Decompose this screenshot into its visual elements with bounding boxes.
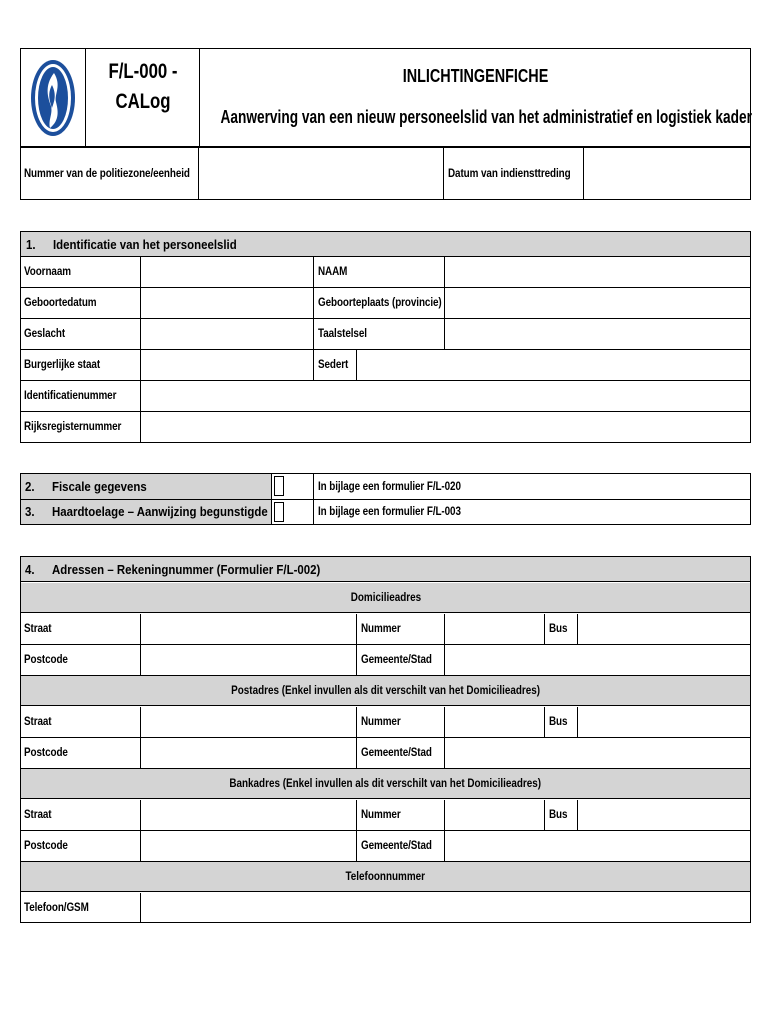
post-straat-label: Straat [24,716,52,728]
geboorteplaats-field[interactable] [445,288,750,318]
telefoon-label-cell [20,893,99,922]
taalstelsel-label-cell [314,319,375,349]
bank-nummer-input[interactable] [445,800,544,830]
section1-number: 1. [26,237,36,252]
naam-label: NAAM [318,266,348,278]
post-nummer-label-cell [357,707,407,737]
form-code-line1: F/L-000 - [108,60,178,83]
geslacht-field[interactable] [141,319,313,349]
rijksregisternummer-field[interactable] [141,412,750,442]
bank-gemeente-field[interactable] [445,831,750,861]
post-nummer-label: Nummer [361,716,401,728]
bank-gemeente-label: Gemeente/Stad [361,840,432,852]
sedert-label: Sedert [318,359,349,371]
date-label-text: Datum van indiensttreding [448,168,571,180]
identificatienummer-label-cell [20,381,131,411]
header-subtitle: Aanwerving van een nieuw personeelslid van het administratief en logistiek kader [220,107,752,127]
postadres-header-text: Postadres (Enkel invullen als dit verschilt van het Domicilieadres) [231,684,540,697]
post-bus-label-cell [545,707,570,737]
post-postcode-input[interactable] [141,738,356,768]
dom-bus-input[interactable] [578,614,750,644]
burgerlijke-staat-input[interactable] [141,350,313,380]
post-straat-field[interactable] [141,707,356,737]
post-bus-input[interactable] [578,707,750,737]
geboorteplaats-input[interactable] [445,288,750,318]
sedert-input[interactable] [357,350,750,380]
telefoon-input[interactable] [141,893,750,922]
dom-straat-field[interactable] [141,614,356,644]
zone-label [20,148,199,200]
dom-nummer-label: Nummer [361,623,401,635]
bankadres-header [21,768,750,799]
sedert-field[interactable] [357,350,750,380]
bank-bus-field[interactable] [578,800,750,830]
burgerlijke-staat-field[interactable] [141,350,313,380]
dom-bus-label: Bus [549,623,568,635]
dom-gemeente-label-cell [357,645,443,675]
dom-nummer-field[interactable] [445,614,544,644]
taalstelsel-field[interactable] [445,319,750,349]
geslacht-input[interactable] [141,319,313,349]
dom-straat-label-cell [20,614,56,644]
dom-bus-field[interactable] [578,614,750,644]
post-postcode-field[interactable] [141,738,356,768]
section2-title: Fiscale gegevens [52,479,147,494]
post-bus-label: Bus [549,716,568,728]
zone-label-text: Nummer van de politiezone/eenheid [24,168,190,180]
bank-postcode-label-cell [20,831,75,861]
geslacht-label: Geslacht [24,328,66,340]
dom-bus-label-cell [545,614,570,644]
header-title: INLICHTINGENFICHE [402,66,549,86]
voornaam-input[interactable] [141,257,313,287]
haardtoelage-checkbox[interactable] [274,502,284,522]
geboortedatum-label: Geboortedatum [24,297,97,309]
naam-input[interactable] [445,257,750,287]
bank-nummer-label: Nummer [361,809,401,821]
taalstelsel-label: Taalstelsel [318,328,367,340]
geboortedatum-field[interactable] [141,288,313,318]
bank-straat-label-cell [20,800,56,830]
date-input[interactable] [584,148,751,200]
bank-postcode-input[interactable] [141,831,356,861]
burgerlijke-staat-label: Burgerlijke staat [24,359,101,371]
post-gemeente-label: Gemeente/Stad [361,747,432,759]
section3-number: 3. [25,504,35,519]
section3-title: Haardtoelage – Aanwijzing begunstigde [52,504,268,519]
section3-note: In bijlage een formulier F/L-003 [318,506,461,518]
telefoon-header-text: Telefoonnummer [345,870,426,883]
zone-field[interactable] [199,148,444,200]
post-straat-label-cell [20,707,56,737]
identificatienummer-input[interactable] [141,381,750,411]
post-nummer-input[interactable] [445,707,544,737]
belgian-police-flame-logo-icon [20,48,86,147]
form-code-line2: CALog [115,90,171,113]
naam-field[interactable] [445,257,750,287]
section3-header [21,500,271,524]
domicilie-header [21,583,750,613]
dom-nummer-label-cell [357,614,407,644]
telefoon-header [21,861,750,892]
post-postcode-label: Postcode [24,747,68,759]
date-label [444,148,584,200]
voornaam-label: Voornaam [24,266,71,278]
post-postcode-label-cell [20,738,75,768]
form-code-cell [86,48,200,147]
bank-straat-label: Straat [24,809,52,821]
bank-gemeente-label-cell [357,831,443,861]
bank-nummer-label-cell [357,800,407,830]
bank-postcode-label: Postcode [24,840,68,852]
dom-nummer-input[interactable] [445,614,544,644]
section4-number: 4. [25,562,35,577]
rijksregisternummer-label: Rijksregisternummer [24,421,122,433]
post-nummer-field[interactable] [445,707,544,737]
voornaam-field[interactable] [141,257,313,287]
section2-note: In bijlage een formulier F/L-020 [318,480,461,493]
dom-postcode-label: Postcode [24,654,68,666]
section3-note-cell [314,500,484,524]
telefoon-field[interactable] [141,893,750,922]
bank-straat-field[interactable] [141,800,356,830]
taalstelsel-input[interactable] [445,319,750,349]
bank-nummer-field[interactable] [445,800,544,830]
naam-label-cell [314,257,352,287]
post-straat-input[interactable] [141,707,356,737]
bank-straat-input[interactable] [141,800,356,830]
col-divider [271,473,272,525]
identificatienummer-label: Identificatienummer [24,390,117,402]
voornaam-label-cell [20,257,79,287]
postadres-header [21,675,750,706]
sedert-label-cell [314,350,353,380]
fiscale-gegevens-checkbox[interactable] [274,476,284,496]
date-field[interactable] [584,148,751,200]
post-gemeente-label-cell [357,738,443,768]
dom-postcode-label-cell [20,645,75,675]
dom-gemeente-input[interactable] [445,645,750,675]
burgerlijke-staat-label-cell [20,350,112,380]
geslacht-label-cell [20,319,72,349]
section1-title: Identificatie van het personeelslid [53,237,237,252]
dom-gemeente-label: Gemeente/Stad [361,654,432,666]
zone-input[interactable] [199,148,443,200]
section2-header [21,474,271,499]
dom-straat-input[interactable] [141,614,356,644]
rijksregisternummer-input[interactable] [141,412,750,442]
post-gemeente-input[interactable] [445,738,750,768]
dom-straat-label: Straat [24,623,52,635]
rijksregisternummer-label-cell [20,412,137,442]
geboortedatum-label-cell [20,288,108,318]
section2-number: 2. [25,479,35,494]
bank-gemeente-input[interactable] [445,831,750,861]
bank-postcode-field[interactable] [141,831,356,861]
section4-header [21,557,750,582]
section2-note-cell [314,474,484,499]
bank-bus-input[interactable] [578,800,750,830]
post-gemeente-field[interactable] [445,738,750,768]
domicilie-header-text: Domicilieadres [350,591,421,604]
geboorteplaats-label-cell [314,288,462,318]
bank-bus-label-cell [545,800,570,830]
section1-header [20,231,751,257]
geboortedatum-input[interactable] [141,288,313,318]
dom-postcode-input[interactable] [141,645,356,675]
header-logo-cell [20,48,86,147]
dom-gemeente-field[interactable] [445,645,750,675]
dom-postcode-field[interactable] [141,645,356,675]
bank-bus-label: Bus [549,809,568,821]
identificatienummer-field[interactable] [141,381,750,411]
post-bus-field[interactable] [578,707,750,737]
telefoon-label: Telefoon/GSM [24,901,89,914]
bankadres-header-text: Bankadres (Enkel invullen als dit verschilt van het Domicilieadres) [229,777,542,790]
section4-title: Adressen – Rekeningnummer (Formulier F/L-002) [52,562,321,577]
geboorteplaats-label: Geboorteplaats (provincie) [318,297,442,309]
